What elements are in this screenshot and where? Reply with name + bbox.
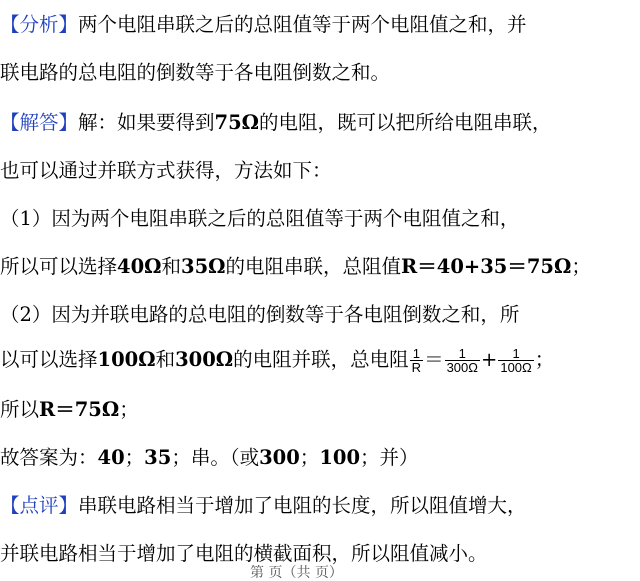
series-value-40: 40Ω — [117, 255, 162, 278]
final-text-g: ； — [299, 446, 320, 469]
final-value-100: 100 — [319, 446, 361, 469]
formula-end: ； — [534, 348, 555, 371]
comment-text-2: 并联电路相当于增加了电阻的横截面积，所以阻值减小。 — [0, 542, 488, 565]
result-line — [0, 397, 640, 423]
fraction-1-over-r — [410, 347, 423, 374]
final-text-a: 故答案为： — [0, 446, 98, 469]
parallel-text-2c: 和 — [155, 348, 176, 371]
answer-tag: 【解答】 — [0, 111, 79, 134]
parallel-value-100: 100Ω — [97, 348, 156, 371]
comment-line-2 — [0, 541, 640, 567]
fraction-denominator: R — [411, 360, 422, 375]
series-text-2a: 所以可以选择 — [0, 255, 118, 278]
series-line-2 — [0, 254, 640, 280]
fraction-denominator: 100Ω — [500, 360, 532, 375]
formula-plus: + — [481, 348, 498, 371]
analysis-line-2 — [0, 60, 640, 86]
analysis-line-1 — [0, 12, 640, 38]
answer-line-2 — [0, 158, 640, 184]
series-text-1: （1）因为两个电阻串联之后的总阻值等于两个电阻值之和， — [0, 207, 520, 230]
analysis-tag: 【分析】 — [0, 13, 79, 36]
fraction-numerator: 1 — [498, 347, 533, 361]
parallel-text-2a: 以可以选择 — [0, 348, 98, 371]
final-answer-line — [0, 445, 640, 471]
fraction-numerator: 1 — [410, 347, 423, 361]
comment-line-1 — [0, 493, 640, 519]
answer-text-1c: 的电阻，既可以把所给电阻串联， — [259, 111, 552, 134]
series-text-2e: 的电阻串联，总阻值 — [225, 255, 402, 278]
result-text-a: 所以 — [0, 398, 40, 421]
analysis-text-1: 两个电阻串联之后的总阻值等于两个电阻值之和，并 — [78, 13, 527, 36]
final-value-300: 300 — [259, 446, 300, 469]
series-equation: R＝40+35＝75Ω — [401, 255, 572, 278]
answer-text-2: 也可以通过并联方式获得，方法如下： — [0, 159, 332, 182]
analysis-text-2: 联电路的总电阻的倒数等于各电阻倒数之和。 — [0, 61, 391, 84]
final-text-e: ；串。（或 — [171, 446, 260, 469]
parallel-line-1 — [0, 302, 640, 328]
series-value-35: 35Ω — [181, 255, 226, 278]
parallel-line-2 — [0, 347, 640, 374]
fraction-numerator: 1 — [445, 347, 480, 361]
series-line-1 — [0, 206, 640, 232]
comment-text-1: 串联电路相当于增加了电阻的长度，所以阻值增大， — [78, 494, 527, 517]
answer-value-75: 75Ω — [214, 111, 260, 134]
series-text-2c: 和 — [161, 255, 182, 278]
final-value-35: 35 — [144, 446, 172, 469]
final-text-i: ；并） — [360, 446, 419, 469]
fraction-1-over-100 — [498, 347, 533, 374]
page-footer: 第 页（共 页） — [250, 565, 343, 581]
parallel-text-2e: 的电阻并联，总电阻 — [233, 348, 409, 371]
fraction-denominator: 300Ω — [446, 360, 478, 375]
formula-equals: ＝ — [424, 348, 444, 371]
series-text-2g: ； — [571, 255, 591, 278]
parallel-value-300: 300Ω — [175, 348, 234, 371]
result-equation: R＝75Ω — [39, 398, 120, 421]
parallel-text-1: （2）因为并联电路的总电阻的倒数等于各电阻倒数之和，所 — [0, 303, 520, 326]
fraction-1-over-300 — [445, 347, 480, 374]
result-text-c: ； — [119, 398, 139, 421]
final-text-c: ； — [124, 446, 145, 469]
answer-line-1 — [0, 110, 640, 136]
final-value-40: 40 — [97, 446, 125, 469]
answer-text-1a: 解：如果要得到 — [78, 111, 215, 134]
comment-tag: 【点评】 — [0, 494, 79, 517]
